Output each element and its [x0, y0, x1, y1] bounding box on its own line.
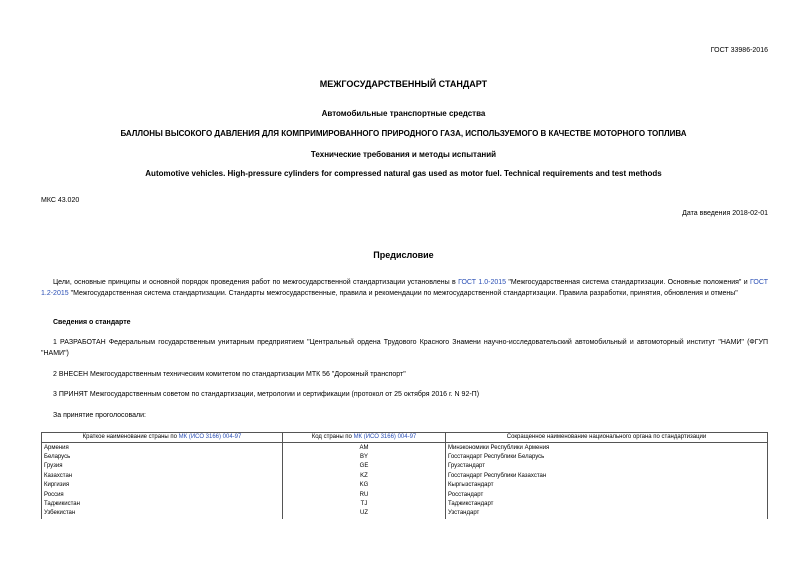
preface-intro-paragraph: [41, 278, 768, 299]
table-row: [42, 500, 768, 509]
country-name-header-text: Краткое наименование страны по: [82, 434, 179, 441]
introduction-date: Дата введения 2018-02-01: [682, 210, 768, 217]
standard-info-heading: Сведения о стандарте: [53, 319, 131, 326]
item-voted: За принятие проголосовали:: [53, 412, 146, 419]
body-cell: Росстандарт: [446, 490, 768, 499]
code-cell: TJ: [283, 500, 446, 509]
document-subtitle: Автомобильные транспортные средства: [321, 109, 486, 118]
document-code: ГОСТ 33986-2016: [710, 47, 768, 54]
countries-table: [41, 432, 768, 519]
table-row: [42, 462, 768, 471]
body-cell: Грузстандарт: [446, 462, 768, 471]
standards-body-header: Сокращенное наименование национального органа по стандартизации: [446, 433, 768, 443]
country-cell: Таджикистан: [42, 500, 283, 509]
table-header-row: [42, 433, 768, 443]
item-developed: 1 РАЗРАБОТАН Федеральным государственным унитарным предприятием "Центральный ордена Трудового Красного Знамени научно-исследовательский автомобильный и автомоторный институт "НАМИ" (ФГУП "НАМИ"): [41, 339, 768, 357]
country-cell: Грузия: [42, 462, 283, 471]
mk-iso-link[interactable]: МК (ИСО 3166) 004-97: [353, 434, 417, 441]
intro-text-1: Цели, основные принципы и основной порядок проведения работ по межгосударственной стандартизации установлены в: [53, 279, 459, 286]
code-cell: UZ: [283, 509, 446, 518]
table-row: [42, 453, 768, 462]
table-row: [42, 490, 768, 499]
code-cell: KG: [283, 481, 446, 490]
intro-text-2: "Межгосударственная система стандартизации. Основные положения" и: [506, 279, 751, 286]
table-row: [42, 472, 768, 481]
country-cell: Казахстан: [42, 472, 283, 481]
document-main-title: БАЛЛОНЫ ВЫСОКОГО ДАВЛЕНИЯ ДЛЯ КОМПРИМИРОВАННОГО ПРИРОДНОГО ГАЗА, ИСПОЛЬЗУЕМОГО В КАЧЕСТВЕ МОТОРНОГО ТОПЛИВА: [120, 129, 687, 138]
item-adopted: 3 ПРИНЯТ Межгосударственным советом по стандартизации, метрологии и сертификации (протокол от 25 октября 2016 г. N 92-П): [53, 391, 480, 398]
country-code-header: [283, 433, 446, 443]
country-cell: Узбекистан: [42, 509, 283, 518]
mks-code: МКС 43.020: [41, 197, 80, 204]
body-cell: Госстандарт Республики Беларусь: [446, 453, 768, 462]
country-cell: Россия: [42, 490, 283, 499]
country-cell: Киргизия: [42, 481, 283, 490]
country-name-header: [42, 433, 283, 443]
body-cell: Госстандарт Республики Казахстан: [446, 472, 768, 481]
body-cell: Узстандарт: [446, 509, 768, 518]
code-cell: AM: [283, 443, 446, 453]
country-cell: Армения: [42, 443, 283, 453]
mk-iso-link[interactable]: МК (ИСО 3166) 004-97: [178, 434, 242, 441]
gost-1-2-link[interactable]: ГОСТ 1.2-2015: [41, 279, 768, 297]
code-cell: BY: [283, 453, 446, 462]
requirements-subtitle: Технические требования и методы испытаний: [310, 150, 497, 159]
body-cell: Таджикстандарт: [446, 500, 768, 509]
table-row: [42, 509, 768, 518]
preface-heading: Предисловие: [373, 250, 434, 260]
gost-1-0-link[interactable]: ГОСТ 1.0-2015: [458, 279, 507, 286]
body-cell: Кыргызстандарт: [446, 481, 768, 490]
table-row: [42, 443, 768, 453]
code-cell: GE: [283, 462, 446, 471]
intro-text-3: "Межгосударственная система стандартизации. Стандарты межгосударственные, правила и рекомендации по межгосударственной стандартизации. Правила разработки, принятия, обновления и отмены": [68, 289, 738, 297]
english-title: Automotive vehicles. High-pressure cylinders for compressed natural gas used as motor fuel. Technical requirements and test methods: [145, 169, 662, 178]
table-row: [42, 481, 768, 490]
country-cell: Беларусь: [42, 453, 283, 462]
item-submitted: 2 ВНЕСЕН Межгосударственным техническим комитетом по стандартизации МТК 56 "Дорожный транспорт": [53, 371, 406, 378]
country-code-header-text: Код страны по: [311, 434, 354, 441]
code-cell: RU: [283, 490, 446, 499]
standard-type-heading: МЕЖГОСУДАРСТВЕННЫЙ СТАНДАРТ: [319, 79, 488, 89]
body-cell: Минэкономики Республики Армения: [446, 443, 768, 453]
code-cell: KZ: [283, 472, 446, 481]
